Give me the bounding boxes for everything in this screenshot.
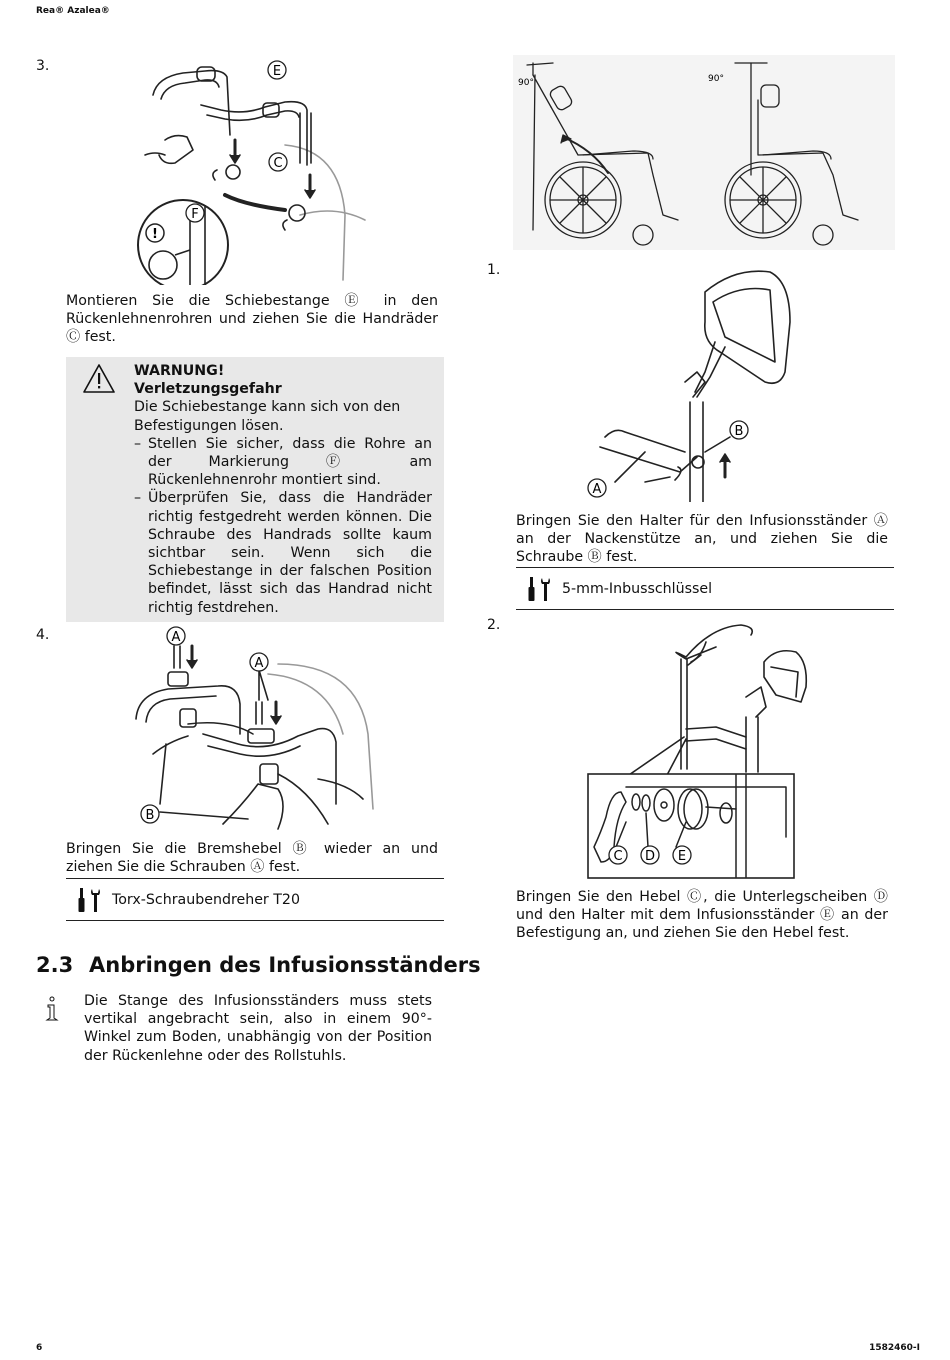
step-4-number: 4. <box>36 627 50 643</box>
figure-label: A <box>254 656 264 671</box>
figure-holder-headrest <box>585 262 805 502</box>
figure-label: E <box>677 849 687 864</box>
figure-push-handle-mounting <box>135 55 375 285</box>
figure-wheelchairs-vertical-pole <box>513 55 895 250</box>
step-2-number: 2. <box>487 617 501 633</box>
figure-label: C <box>613 849 623 864</box>
section-title: Anbringen des Infusionsständers <box>89 953 481 977</box>
section-info-text: Die Stange des Infusionsständers muss stets vertikal angebracht sein, also in einem 90°-Winkel zum Boden, unabhängig von der Position der Rückenlehne oder des Rollstuhls. <box>84 993 432 1064</box>
info-icon <box>44 996 60 1022</box>
warning-triangle-icon <box>82 363 116 395</box>
section-number: 2.3 <box>36 953 74 977</box>
warning-box <box>66 357 444 622</box>
figure-label: E <box>272 64 282 79</box>
step-3-number: 3. <box>36 58 50 74</box>
warning-subtitle: Verletzungsgefahr <box>134 381 282 398</box>
tool-label: 5-mm-Inbusschlüssel <box>562 580 713 597</box>
figure-label: ! <box>152 227 158 242</box>
step-1-number: 1. <box>487 262 501 278</box>
tool-icon <box>526 575 552 603</box>
warning-bullet-text: Stellen Sie sicher, dass die Rohre an der Markierung Ⓕ am Rückenlehnenrohr montiert sind. <box>148 435 432 489</box>
figure-brake-lever-mounting <box>128 624 383 834</box>
tool-label: Torx-Schraubendreher T20 <box>112 891 300 908</box>
step-4-text: Bringen Sie die Bremshebel Ⓑ wieder an und ziehen Sie die Schrauben Ⓐ fest. <box>66 841 438 876</box>
header-brand: Rea® Azalea® <box>36 6 110 16</box>
warning-bullet: – Stellen Sie sicher, dass die Rohre an der Markierung Ⓕ am Rückenlehnenrohr montiert sind. <box>134 435 432 489</box>
figure-label: B <box>145 808 155 823</box>
document-code: 1582460-I <box>869 1343 920 1353</box>
figure-label: B <box>734 424 744 439</box>
warning-intro: Die Schiebestange kann sich von den Befestigungen lösen. <box>134 399 401 434</box>
angle-label: 90° <box>708 74 724 84</box>
tool-icon <box>76 886 102 914</box>
warning-bullet-text: Überprüfen Sie, dass die Handräder richtig festgedreht werden können. Die Schraube des Handrads sollte kaum sichtbar sein. Wenn sich die Schiebestange in der falschen Position befindet, lässt sich das Handrad nicht richtig festdrehen. <box>148 490 432 616</box>
figure-label: F <box>191 207 199 222</box>
figure-label: C <box>273 156 283 171</box>
warning-title: WARNUNG! <box>134 363 225 379</box>
tool-row <box>66 878 444 921</box>
page-number: 6 <box>36 1343 43 1353</box>
figure-label: D <box>644 849 656 864</box>
figure-lever-washers-holder <box>586 617 811 883</box>
step-3-text: Montieren Sie die Schiebestange Ⓔ in den Rückenlehnenrohren und ziehen Sie die Handräder Ⓒ fest. <box>66 293 438 346</box>
step-2-text: Bringen Sie den Hebel Ⓒ, die Unterlegscheiben Ⓓ und den Halter mit dem Infusionsständer Ⓔ an der Befestigung an, und ziehen Sie den Hebel fest. <box>516 889 888 942</box>
tool-row <box>516 567 894 610</box>
figure-label: A <box>592 482 602 497</box>
angle-label: 90° <box>518 78 534 88</box>
figure-label: A <box>171 630 181 645</box>
warning-bullet: – Überprüfen Sie, dass die Handräder richtig festgedreht werden können. Die Schraube des Handrads sollte kaum sichtbar sein. Wenn sich die Schiebestange in der falschen Position befindet, lässt sich das Handrad nicht richtig festdrehen. <box>134 490 432 616</box>
step-1-text: Bringen Sie den Halter für den Infusionsständer Ⓐ an der Nackenstütze an, und ziehen Sie die Schraube Ⓑ fest. <box>516 513 888 566</box>
